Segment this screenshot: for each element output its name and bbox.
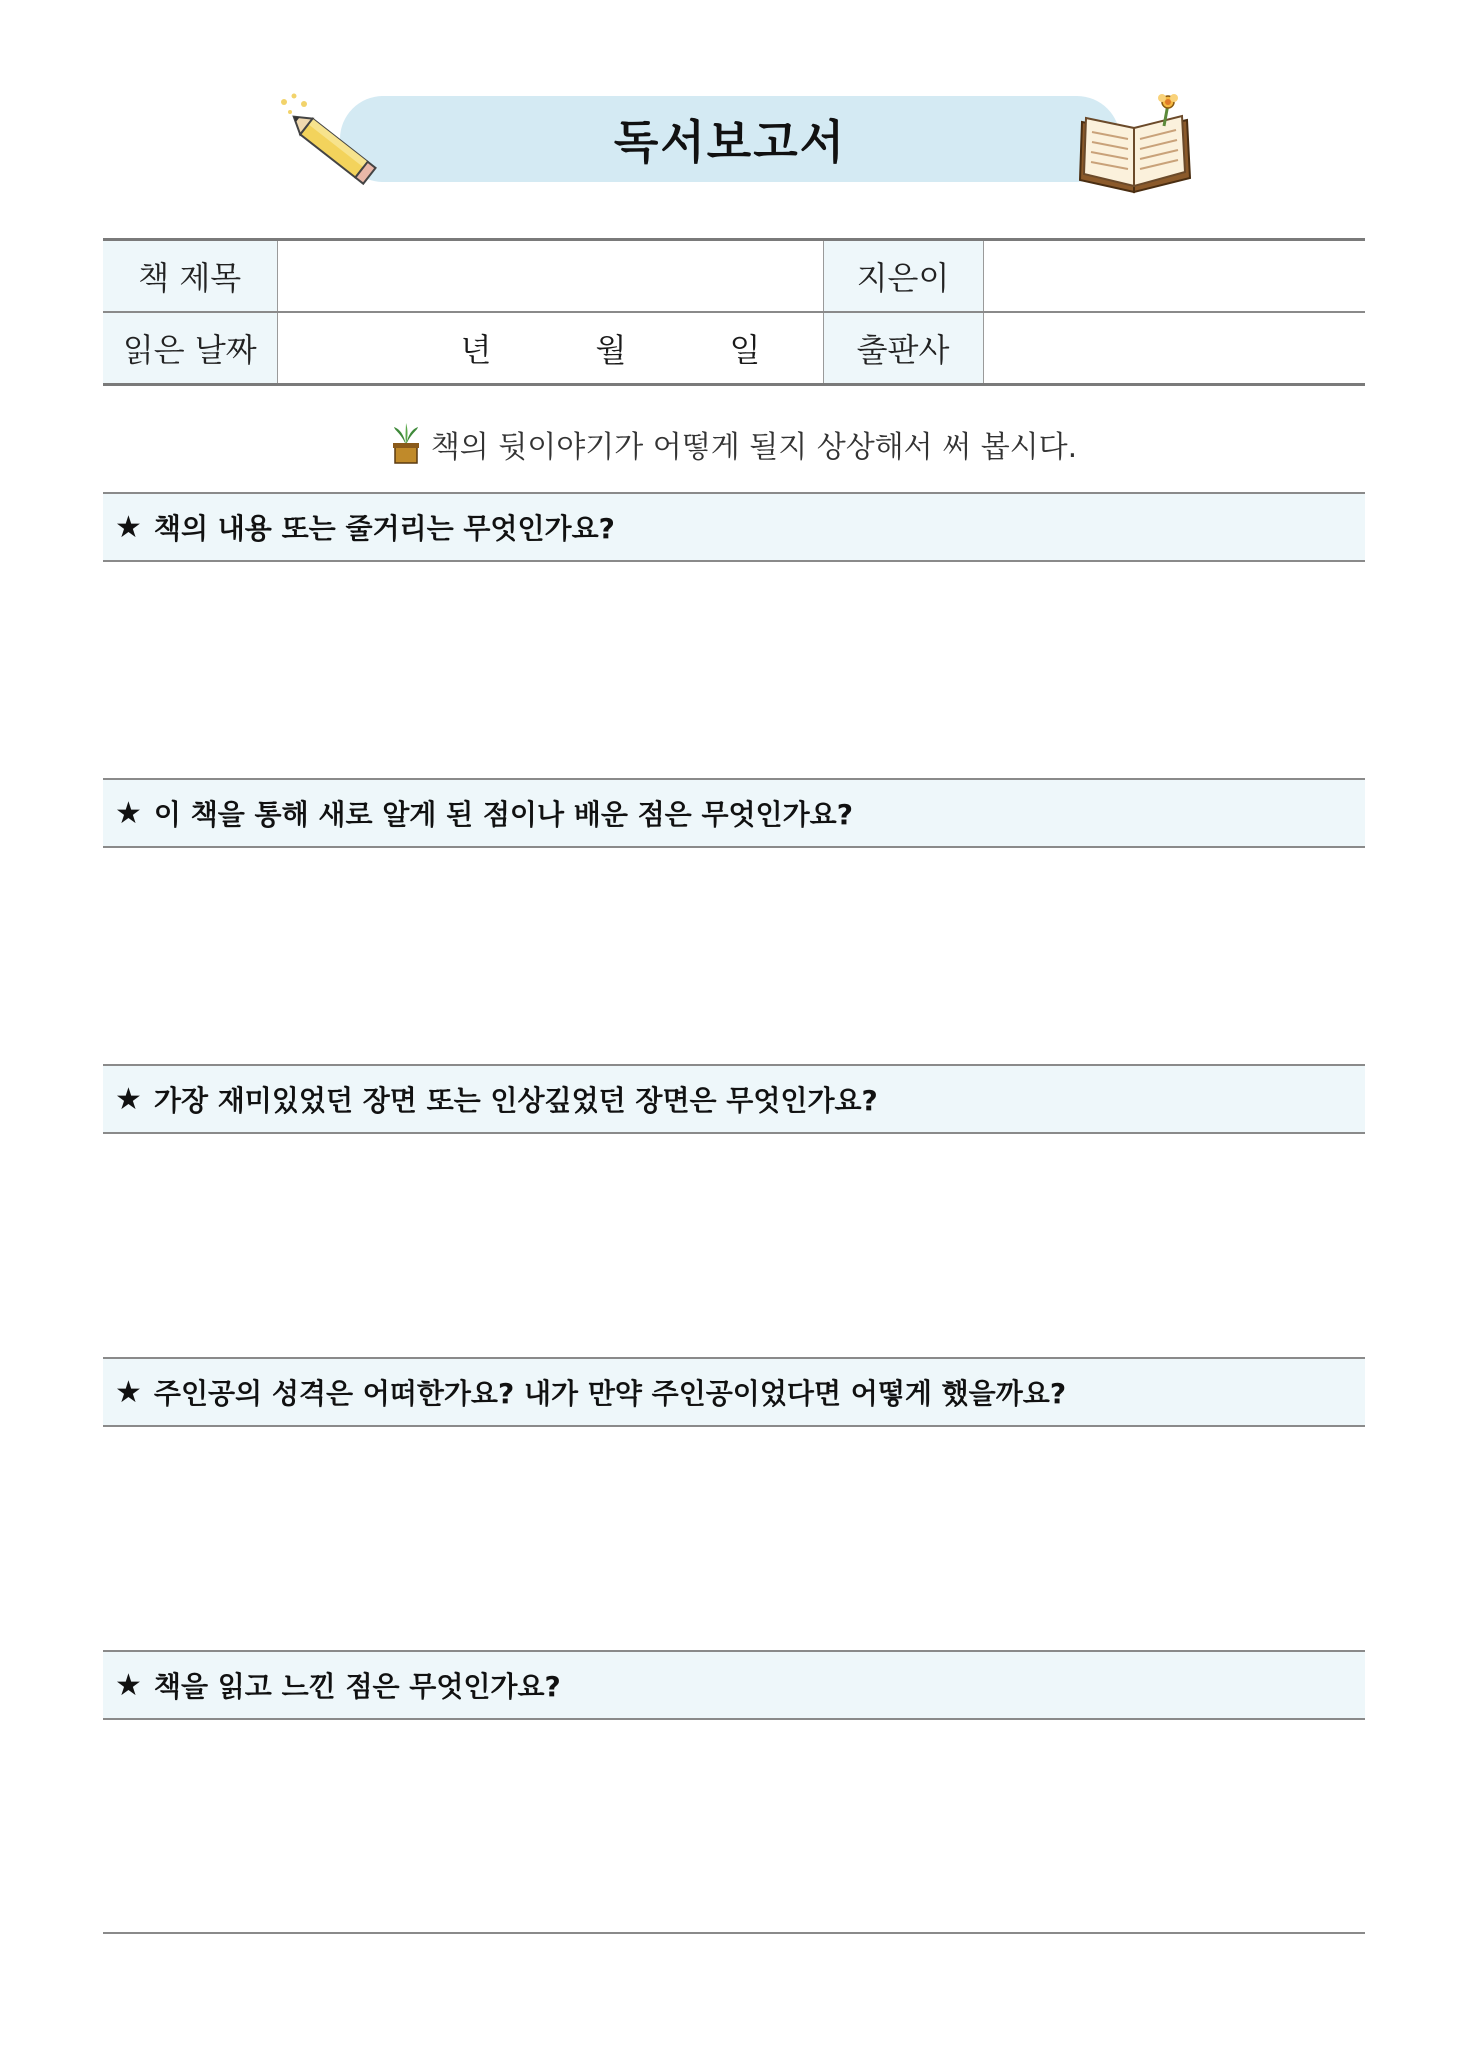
publisher-field[interactable]: [983, 312, 1365, 385]
day-unit: 일: [729, 331, 761, 369]
page-title: 독서보고서: [613, 115, 847, 169]
plant-icon: [391, 423, 421, 465]
month-unit: 월: [595, 331, 627, 369]
read-date-field[interactable]: [277, 312, 823, 385]
question-header: [103, 492, 1365, 562]
question-text: 주인공의 성격은 어떠한가요? 내가 만약 주인공이었다면 어떻게 했을까요?: [153, 1377, 1067, 1410]
question-text: 책을 읽고 느낀 점은 무엇인가요?: [153, 1670, 561, 1703]
author-label: 지은이: [823, 240, 983, 313]
book-info-table: [103, 238, 1365, 386]
question-header: [103, 1064, 1365, 1134]
question-text: 책의 내용 또는 줄거리는 무엇인가요?: [153, 512, 615, 545]
answer-area[interactable]: [103, 562, 1365, 778]
question-header: [103, 1650, 1365, 1720]
answer-area[interactable]: [103, 1427, 1365, 1649]
bottom-divider: [103, 1932, 1365, 1934]
star-icon: ★: [115, 1081, 142, 1117]
question-text: 이 책을 통해 새로 알게 된 점이나 배운 점은 무엇인가요?: [153, 798, 853, 831]
instruction-line: [103, 416, 1365, 472]
answer-area[interactable]: [103, 1720, 1365, 1930]
instruction-text: 책의 뒷이야기가 어떻게 될지 상상해서 써 봅시다.: [430, 430, 1078, 465]
read-date-label: 읽은 날짜: [103, 312, 277, 385]
star-icon: ★: [115, 795, 142, 831]
book-title-label: 책 제목: [103, 240, 277, 313]
answer-area[interactable]: [103, 848, 1365, 1064]
author-field[interactable]: [983, 240, 1365, 313]
star-icon: ★: [115, 509, 142, 545]
year-unit: 년: [460, 331, 492, 369]
question-header: [103, 778, 1365, 848]
book-title-field[interactable]: [277, 240, 823, 313]
star-icon: ★: [115, 1667, 142, 1703]
star-icon: ★: [115, 1374, 142, 1410]
pencil-icon: [270, 90, 390, 190]
publisher-label: 출판사: [823, 312, 983, 385]
open-book-icon: [1072, 92, 1202, 202]
question-text: 가장 재미있었던 장면 또는 인상깊었던 장면은 무엇인가요?: [153, 1084, 878, 1117]
question-header: [103, 1357, 1365, 1427]
answer-area[interactable]: [103, 1134, 1365, 1356]
